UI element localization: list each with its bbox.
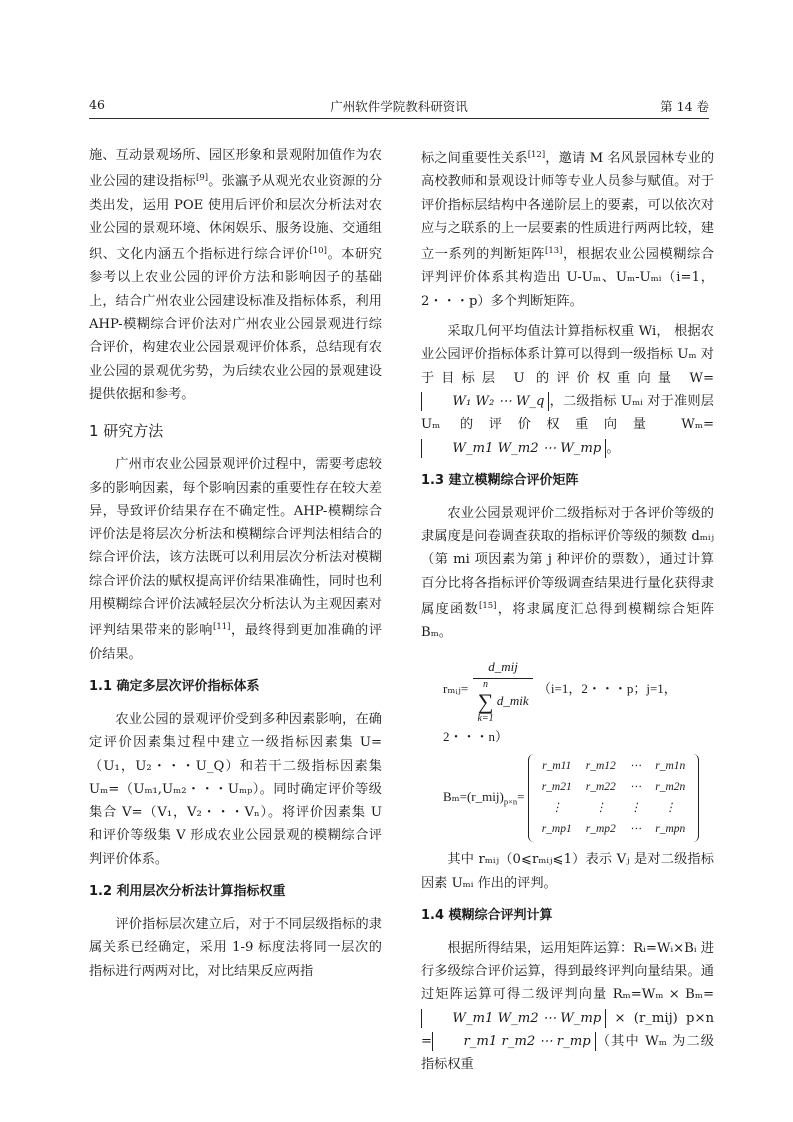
citation: [15] [479, 601, 497, 612]
matrix-cell: r_m12 [585, 760, 616, 773]
matrix-row [535, 777, 693, 798]
matrix-cell: r_mpn [655, 823, 686, 836]
matrix-cell: r_m22 [585, 781, 616, 794]
matrix-cell: ⋯ [629, 781, 642, 794]
matrix-cell: ⋯ [629, 823, 642, 836]
matrix-cell: r_mp1 [541, 823, 572, 836]
journal-title: 广州软件学院教科研资讯 [330, 99, 468, 114]
section-heading: 1 研究方法 [89, 422, 164, 441]
right-column [421, 144, 714, 1077]
citation: [12] [527, 150, 546, 160]
citation: [11] [213, 622, 231, 633]
fuzzy-matrix [528, 754, 700, 842]
left-column [89, 144, 382, 983]
matrix-cell: r_m1n [655, 760, 686, 773]
fuzzy-matrix-formula: $B_m=(r\_mij)_{p\times n}=$ r_m11 r_m12 ⋯ r_m1n r_m21 r_m22 ⋯ r_m2n ⋮ ⋮ ⋮ ⋮ r_mp1 r_mp2 ⋯ r_mpn [443, 754, 714, 842]
page-header [89, 95, 709, 117]
header-rule [89, 118, 709, 119]
paragraph: 农业公园景观评价二级指标对于各评价等级的隶属度是问卷调查获取的指标评价等级的频数 dₘᵢⱼ（第 mi 项因素为第 j 种评价的票数），通过计算百分比将各指标评价等级调查结果进行量化获得隶属度函数[15]，将隶属度汇总得到模糊综合矩阵 Bₘ。 [421, 505, 715, 641]
citation: [9] [196, 173, 209, 184]
matrix-cell: r_m21 [541, 781, 572, 794]
subsection-heading: 1.4 模糊综合评判计算 [421, 907, 553, 923]
membership-formula: rₘᵢⱼ= d_mij n ∑ k=1 d_mik （i=1，2・・・p；j=1，2・・・n） [443, 655, 714, 749]
paragraph: 广州市农业公园景观评价过程中，需要考虑较多的影响因素，每个影响因素的重要性存在较大差异，导致评价结果存在不确定性。AHP-模糊综合评价法是将层次分析法和模糊综合评判法相结合的综合评价法，该方法既可以利用层次分析法对模糊综合评价法的赋权提高评价结果准确性，同时也利用模糊综合评价法减轻层次分析法认为主观因素对评判结果带来的影响[11]，最终得到更加准确的评价结果。 [89, 457, 383, 662]
paragraph: 农业公园的景观评价受到多种因素影响，在确定评价因素集过程中建立一级指标因素集 U=（U₁，U₂・・・U_Q）和若干二级指标因素集 Uₘ=（Uₘ₁,Uₘ₂・・・Uₘₚ）。同时确定评价等级集合 V=（V₁，V₂・・・Vₙ）。将评价因素集 U 和评价等级集 V 形成农业公园景观的模糊综合评判评价体系。 [89, 711, 382, 867]
paragraph: 施、互动景观场所、园区形象和景观附加值作为农业公园的建设指标[9]。张瀛予从观光农业资源的分类出发，运用 POE 使用后评价和层次分析法对农业公园的景观环境、休闲娱乐、服务设施、交通组织、文化内涵五个指标进行综合评价[10]。本研究参考以上农业公园的评价方法和影响因子的基础上，结合广州农业公园建设标准及指标体系，利用 AHP-模糊综合评价法对广州农业公园景观进行综合评价，构建农业公园景观评价体系，总结现有农业公园的景观优劣势，为后续农业公园的景观建设提供依据和参考。 [89, 148, 383, 402]
paragraph: 根据所得结果，运用矩阵运算：Rᵢ=Wᵢ×Bᵢ 进行多级综合评价运算，得到最终评判向量结果。通过矩阵运算可得二级评判向量 Rₘ=Wₘ × Bₘ=W_m1 W_m2 ⋯ W_mp × (r_mij) p×n = r_m1 r_m2 ⋯ r_mp （其中 Wₘ 为二级指标权重 [421, 940, 714, 1073]
matrix-cell: ⋮ [595, 802, 607, 815]
matrix-row [535, 756, 693, 777]
matrix-cell: ⋮ [550, 802, 563, 815]
matrix-row [535, 819, 693, 840]
subsection-heading: 1.1 确定多层次评价指标体系 [89, 678, 260, 694]
matrix-row [535, 798, 693, 819]
subsection-heading: 1.3 建立模糊综合评价矩阵 [421, 472, 579, 488]
weight-vector: W_m1 W_m2 ⋯ W_mp [421, 1009, 606, 1028]
matrix-cell: ⋮ [664, 802, 677, 815]
citation: [13] [545, 246, 563, 257]
volume-label: 第 14 卷 [660, 99, 709, 114]
matrix-cell: r_m2n [655, 781, 686, 794]
weight-vector: W_m1 W_m2 ⋯ W_mp [421, 439, 606, 458]
matrix-cell: r_m11 [542, 760, 572, 773]
page-number: 46 [89, 97, 105, 112]
subsection-heading: 1.2 利用层次分析法计算指标权重 [89, 884, 286, 900]
paragraph: 采取几何平均值法计算指标权重 Wi， 根据农业公园评价指标体系计算可以得到一级指标 Uₘ 对于目标层 U 的评价权重向量 W=W₁ W₂ ⋯ W_q ，二级指标 Uₘᵢ 对于准则层 Uₘ 的评价权重向量 Wₘ=W_m1 W_m2 ⋯ W_mp 。 [421, 324, 714, 456]
result-vector: r_m1 r_m2 ⋯ r_mp [432, 1032, 596, 1051]
paragraph: 其中 rₘᵢⱼ（0⩽rₘᵢⱼ⩽1）表示 Vⱼ 是对二级指标因素 Uₘᵢ 作出的评判。 [421, 852, 714, 891]
citation: [10] [309, 246, 327, 257]
weight-vector: W₁ W₂ ⋯ W_q [421, 392, 549, 411]
matrix-cell: ⋮ [629, 802, 642, 815]
paragraph: 评价指标层次建立后，对于不同层级指标的隶属关系已经确定，采用 1-9 标度法将同一层次的指标进行两两对比，对比结果反应两指 [89, 917, 382, 979]
matrix-cell: r_mp2 [585, 823, 616, 836]
paragraph: 标之间重要性关系[12]，邀请 M 名风景园林专业的高校教师和景观设计师等专业人员参与赋值。对于评价指标层结构中各递阶层上的要素，可以依次对应与之联系的上一层要素的性质进行两两比较，建立一系列的判断矩阵[13]，根据农业公园模糊综合评判评价体系其构造出 U-Uₘ、Uₘ-Uₘᵢ（i=1，2・・・p）多个判断矩阵。 [421, 150, 715, 309]
matrix-cell: ⋯ [629, 760, 642, 773]
